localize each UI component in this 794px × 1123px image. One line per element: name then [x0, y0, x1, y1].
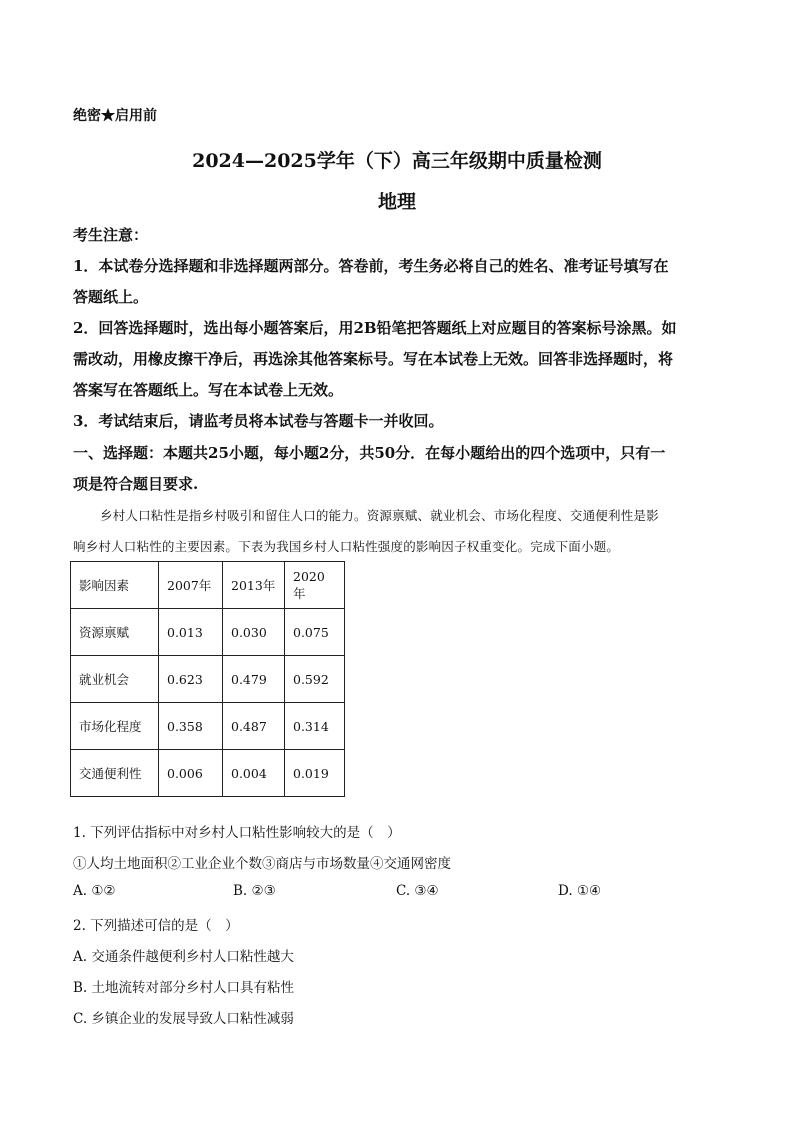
intro-paragraph-cont: 响乡村人口粘性的主要因素。下表为我国乡村人口粘性强度的影响因子权重变化。完成下面小题。	[73, 539, 620, 554]
question-1-stem: 1. 下列评估指标中对乡村人口粘性影响较大的是（ ）	[73, 825, 401, 841]
table-header-cell: 影响因素	[71, 562, 159, 609]
notice-line: 3．考试结束后，请监考员将本试卷与答题卡一并收回。	[73, 412, 444, 430]
question-1-items: ①人均土地面积②工业企业个数③商店与市场数量④交通网密度	[73, 856, 451, 872]
notice-line: 答案写在答题纸上。写在本试卷上无效。	[73, 381, 344, 399]
notice-line: 答题纸上。	[73, 288, 149, 306]
notice-line: 需改动，用橡皮擦干净后，再选涂其他答案标号。写在本试卷上无效。回答非选择题时，将	[73, 350, 674, 368]
table-header-cell: 2007年	[159, 562, 223, 609]
table-row	[71, 656, 345, 703]
table-header-cell: 2013年	[223, 562, 285, 609]
table-cell: 0.314	[285, 703, 345, 750]
table-cell: 0.487	[223, 703, 285, 750]
table-header-cell: 2020年	[285, 562, 345, 609]
table-cell: 0.592	[285, 656, 345, 703]
table-cell: 交通便利性	[71, 750, 159, 797]
table-cell: 市场化程度	[71, 703, 159, 750]
confidential-mark: 绝密★启用前	[73, 108, 157, 124]
table-row	[71, 609, 345, 656]
table-header-row	[71, 562, 345, 609]
table-cell: 0.075	[285, 609, 345, 656]
question-1-option-b[interactable]: B. ②③	[233, 883, 276, 899]
table-cell: 0.013	[159, 609, 223, 656]
exam-title: 2024—2025学年（下）高三年级期中质量检测	[192, 150, 602, 172]
notice-line: 2．回答选择题时，选出每小题答案后，用2B铅笔把答题纸上对应题目的答案标号涂黑。如	[73, 319, 677, 337]
question-1-option-c[interactable]: C. ③④	[396, 883, 439, 899]
table-cell: 0.019	[285, 750, 345, 797]
table-cell: 0.030	[223, 609, 285, 656]
notice-heading: 考生注意：	[73, 226, 149, 244]
intro-paragraph: 乡村人口粘性是指乡村吸引和留住人口的能力。资源禀赋、就业机会、市场化程度、交通便利性是影	[100, 508, 659, 523]
subject-title: 地理	[377, 191, 416, 213]
table-cell: 0.479	[223, 656, 285, 703]
section-heading: 一、选择题：本题共25小题，每小题2分，共50分．在每小题给出的四个选项中，只有一	[73, 444, 666, 462]
table-cell: 0.006	[159, 750, 223, 797]
question-1-option-d[interactable]: D. ①④	[558, 883, 602, 899]
section-heading-cont: 项是符合题目要求.	[73, 475, 199, 493]
table-cell: 就业机会	[71, 656, 159, 703]
question-1-option-a[interactable]: A. ①②	[73, 883, 116, 899]
question-2-stem: 2. 下列描述可信的是（ ）	[73, 918, 239, 934]
table-row	[71, 703, 345, 750]
table-cell: 0.004	[223, 750, 285, 797]
question-2-option-b[interactable]: B. 土地流转对部分乡村人口具有粘性	[73, 980, 295, 996]
table-row	[71, 750, 345, 797]
table-cell: 0.358	[159, 703, 223, 750]
question-2-option-a[interactable]: A. 交通条件越便利乡村人口粘性越大	[73, 949, 294, 965]
notice-line: 1．本试卷分选择题和非选择题两部分。答卷前，考生务必将自己的姓名、准考证号填写在	[73, 257, 669, 275]
question-2-option-c[interactable]: C. 乡镇企业的发展导致人口粘性减弱	[73, 1011, 294, 1027]
factor-weight-table	[70, 561, 345, 797]
table-cell: 资源禀赋	[71, 609, 159, 656]
table-cell: 0.623	[159, 656, 223, 703]
